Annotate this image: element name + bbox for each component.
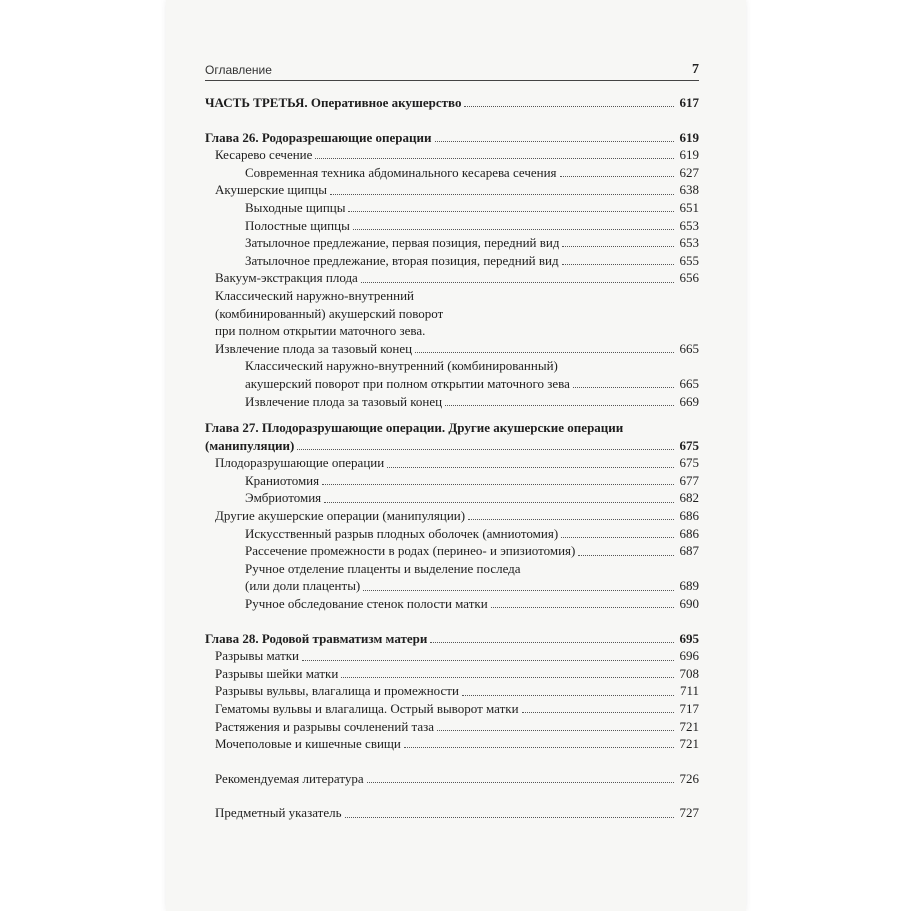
toc-entry-title: Полостные щипцы (245, 217, 350, 233)
dot-leader (345, 817, 674, 818)
dot-leader (437, 730, 674, 731)
toc-entry (205, 454, 699, 472)
dot-leader (430, 642, 674, 643)
toc-entry-title: Мочеполовые и кишечные свищи (215, 736, 401, 752)
toc-entry-title: ЧАСТЬ ТРЕТЬЯ. Оперативное акушерство (205, 95, 462, 110)
toc-entry-title: Другие акушерские операции (манипуляции) (215, 508, 466, 524)
toc-entry-page: 656 (679, 270, 699, 286)
toc-entry-title: Плодоразрушающие операции (215, 455, 385, 471)
toc-entry (205, 94, 699, 112)
toc-entry (205, 770, 699, 788)
toc-entry (205, 542, 699, 560)
toc-entry-page: 675 (679, 455, 699, 471)
dot-leader (324, 502, 674, 503)
dot-leader (330, 194, 674, 195)
dot-leader (341, 677, 674, 678)
dot-leader (361, 282, 674, 283)
toc-entry (205, 129, 699, 147)
toc-entry-page: 677 (679, 472, 699, 488)
toc-entry (205, 419, 699, 437)
toc-entry-title: Разрывы вульвы, влагалища и промежности (215, 683, 459, 699)
toc-entry-title: Кесарево сечение (215, 147, 313, 163)
toc-entry-page: 675 (679, 437, 699, 453)
toc-entry-title: Ручное отделение плаценты и выделение последа (245, 560, 521, 576)
toc-entry-page: 726 (679, 770, 699, 786)
running-header (205, 58, 699, 81)
header-title: Оглавление (205, 63, 272, 77)
dot-leader (322, 484, 674, 485)
toc-entry-title: Краниотомия (245, 472, 320, 488)
toc-entry-title: Вакуум-экстракция плода (215, 270, 358, 286)
toc-entry-page: 727 (679, 805, 699, 821)
dot-leader (491, 607, 674, 608)
dot-leader (445, 405, 674, 406)
toc-entry (205, 560, 699, 578)
toc-entry (205, 234, 699, 252)
toc-entry (205, 252, 699, 270)
dot-leader (560, 176, 674, 177)
section-gap (205, 410, 699, 419)
toc-entry-page: 619 (679, 147, 699, 163)
toc-entry-page: 619 (679, 129, 699, 145)
toc-entry-page: 653 (679, 217, 699, 233)
toc-entry-page: 653 (679, 235, 699, 251)
toc-entry (205, 525, 699, 543)
toc-entry-title: Акушерские щипцы (215, 182, 327, 198)
toc-entry-page: 651 (679, 199, 699, 215)
toc-entry (205, 507, 699, 525)
dot-leader (297, 449, 674, 450)
toc-entry-page: 696 (679, 648, 699, 664)
dot-leader (348, 211, 674, 212)
toc-entry (205, 269, 699, 287)
toc-entry-title: Ручное обследование стенок полости матки (245, 596, 488, 612)
toc-entry (205, 287, 699, 305)
toc-entry-title: Извлечение плода за тазовый конец (245, 393, 443, 409)
dot-leader (367, 782, 674, 783)
toc-entry-page: 690 (679, 596, 699, 612)
toc-entry (205, 804, 699, 822)
dot-leader (562, 246, 674, 247)
toc-entry (205, 164, 699, 182)
toc-entry (205, 647, 699, 665)
dot-leader (573, 387, 674, 388)
toc-entry-title: Глава 26. Родоразрешающие операции (205, 129, 432, 145)
toc-entry-title: Разрывы матки (215, 648, 300, 664)
toc-entry (205, 357, 699, 375)
toc-entry (205, 489, 699, 507)
dot-leader (387, 467, 674, 468)
toc-entry-page: 717 (679, 701, 699, 716)
toc-entry (205, 665, 699, 683)
section-gap (205, 613, 699, 630)
toc-entry-page: 669 (679, 393, 699, 409)
toc-entry-title: (комбинированный) акушерский поворот (215, 305, 444, 321)
toc-entry-page: 686 (679, 525, 699, 541)
toc-entry (205, 682, 699, 700)
dot-leader (464, 106, 674, 107)
toc-entry-page: 638 (679, 182, 699, 198)
table-of-contents (205, 94, 699, 822)
toc-entry-title: Классический наружно-внутренний (215, 287, 414, 303)
toc-entry-title: Глава 27. Плодоразрушающие операции. Другие акушерские операции (205, 420, 624, 436)
dot-leader (404, 747, 674, 748)
toc-entry-page: 721 (679, 718, 699, 734)
toc-entry-page: 695 (679, 630, 699, 646)
toc-entry (205, 340, 699, 358)
toc-entry (205, 595, 699, 613)
header-page-number: 7 (692, 62, 699, 77)
toc-entry-title: (или доли плаценты) (245, 578, 361, 594)
toc-entry (205, 199, 699, 217)
dot-leader (435, 141, 675, 142)
toc-entry (205, 472, 699, 490)
toc-entry-page: 665 (679, 340, 699, 356)
toc-entry-title: Рекомендуемая литература (215, 770, 364, 786)
toc-entry-page: 682 (679, 490, 699, 506)
toc-entry-title: Затылочное предлежание, первая позиция, передний вид (245, 235, 560, 251)
toc-entry-page: 686 (679, 508, 699, 524)
dot-leader (561, 537, 674, 538)
toc-entry (205, 375, 699, 393)
toc-entry-title: Искусственный разрыв плодных оболочек (амниотомия) (245, 525, 559, 541)
toc-entry-title: Эмбриотомия (245, 490, 322, 506)
dot-leader (462, 695, 674, 696)
section-gap (205, 112, 699, 129)
toc-entry-page: 687 (679, 543, 699, 559)
toc-entry (205, 393, 699, 411)
toc-entry (205, 146, 699, 164)
toc-entry (205, 437, 699, 455)
toc-entry-title: (манипуляции) (205, 437, 295, 453)
toc-entry (205, 305, 699, 323)
toc-entry-title: Рассечение промежности в родах (перинео- и эпизиотомия) (245, 543, 576, 559)
toc-entry (205, 322, 699, 340)
toc-entry-title: Затылочное предлежание, вторая позиция, передний вид (245, 252, 559, 268)
dot-leader (315, 158, 674, 159)
toc-entry (205, 630, 699, 648)
toc-entry-title: Классический наружно-внутренний (комбинированный) (245, 358, 558, 374)
toc-entry-title: Гематомы вульвы и влагалища. Острый выворот матки (215, 701, 519, 716)
dot-leader (522, 712, 674, 713)
toc-entry-title: Предметный указатель (215, 805, 342, 821)
toc-entry (205, 718, 699, 736)
toc-entry-title: Современная техника абдоминального кесарева сечения (245, 164, 557, 180)
toc-entry-page: 711 (679, 683, 699, 699)
dot-leader (353, 229, 674, 230)
toc-entry (205, 700, 699, 718)
toc-entry (205, 577, 699, 595)
toc-entry (205, 181, 699, 199)
toc-entry-title: Глава 28. Родовой травматизм матери (205, 630, 428, 646)
dot-leader (302, 660, 674, 661)
dot-leader (363, 590, 674, 591)
toc-entry-title: Растяжения и разрывы сочленений таза (215, 718, 435, 734)
dot-leader (562, 264, 674, 265)
dot-leader (578, 555, 674, 556)
toc-entry-page: 708 (679, 665, 699, 681)
toc-entry-title: Извлечение плода за тазовый конец (215, 340, 413, 356)
toc-entry-page: 655 (679, 252, 699, 268)
toc-entry (205, 217, 699, 235)
toc-entry-page: 689 (679, 578, 699, 594)
section-gap (205, 753, 699, 770)
toc-entry-page: 665 (679, 375, 699, 391)
dot-leader (468, 519, 674, 520)
toc-entry-page: 721 (679, 736, 699, 752)
toc-entry-title: Разрывы шейки матки (215, 665, 339, 681)
toc-entry-page: 617 (679, 95, 699, 110)
toc-entry-title: акушерский поворот при полном открытии маточного зева (245, 375, 570, 391)
section-gap (205, 787, 699, 804)
toc-entry (205, 735, 699, 753)
toc-entry-title: Выходные щипцы (245, 199, 346, 215)
toc-entry-title: при полном открытии маточного зева. (215, 323, 426, 339)
toc-entry-page: 627 (679, 164, 699, 180)
dot-leader (415, 352, 674, 353)
